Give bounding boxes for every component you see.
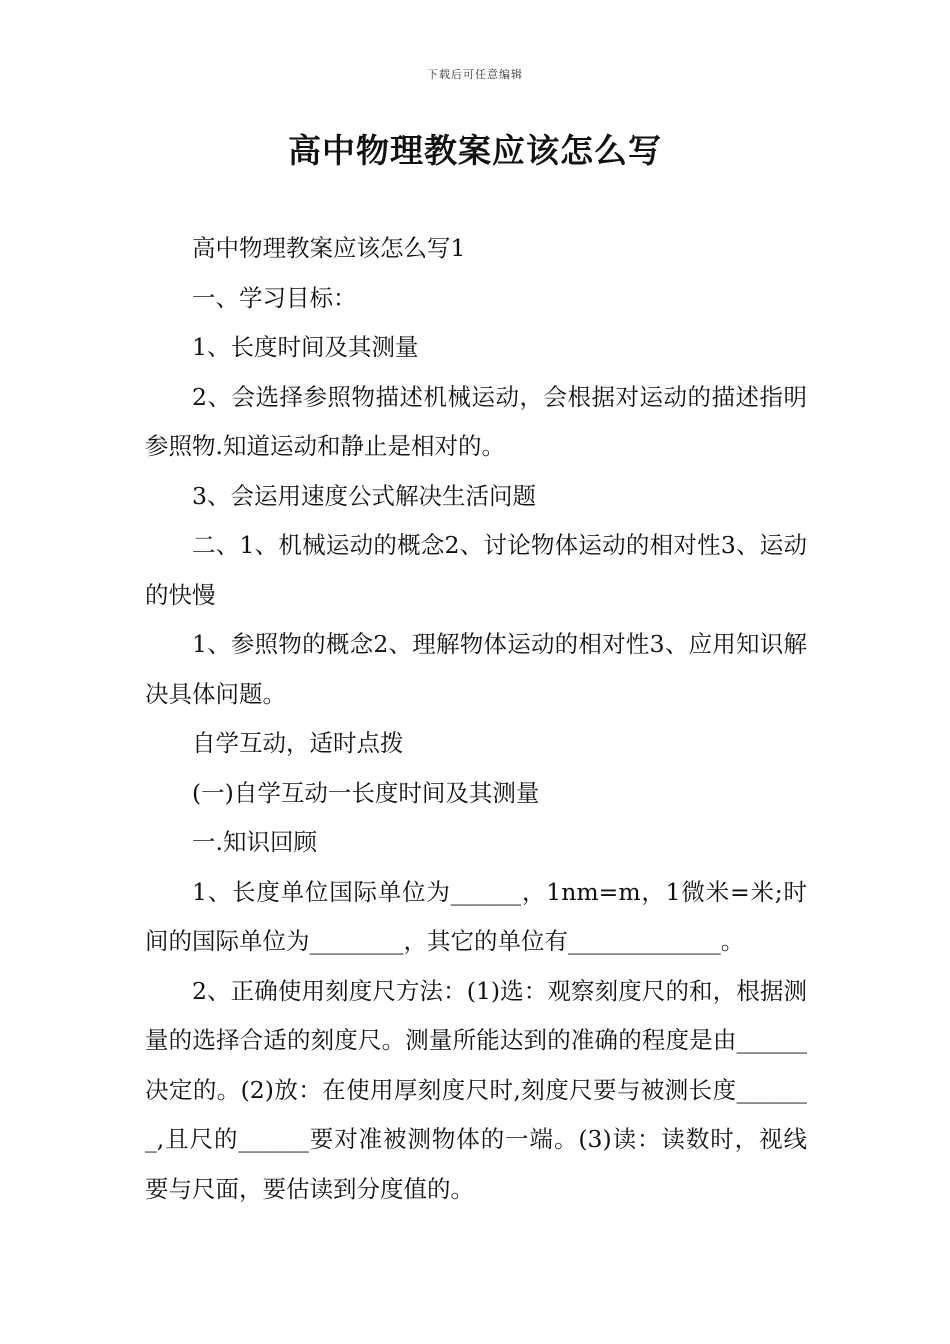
paragraph: 2、会选择参照物描述机械运动，会根据对运动的描述指明参照物.知道运动和静止是相对的。 [145,382,807,460]
paragraph-section-heading: 一、学习目标： [192,283,357,312]
header-note: 下载后可任意编辑 [427,68,523,81]
document-title: 高中物理教案应该怎么写 [288,131,662,170]
paragraph: 自学互动，适时点拨 [192,729,404,757]
paragraph: 3、会运用速度公式解决生活问题 [192,481,536,510]
paragraph: 1、长度单位国际单位为______，1nm=m，1微米=米;时间的国际单位为________，其它的单位有_____________。 [145,877,807,955]
document-body [145,224,807,1214]
paragraph: 2、正确使用刻度尺方法：(1)选：观察刻度尺的和，根据测量的选择合适的刻度尺。测量所能达到的准确的程度是由______决定的。(2)放：在使用厚刻度尺时,刻度尺要与被测长度_______,且尺的______要对准被测物体的一端。(3)读：读数时，视线要与尺面，要估读到分度值的。 [145,976,807,1203]
paragraph: 1、参照物的概念2、理解物体运动的相对性3、应用知识解决具体问题。 [145,630,807,708]
paragraph: 一.知识回顾 [192,828,317,856]
paragraph: (一)自学互动一长度时间及其测量 [192,778,540,807]
paragraph: 1、长度时间及其测量 [192,333,419,361]
paragraph-subtitle: 高中物理教案应该怎么写1 [192,234,466,262]
paragraph: 二、1、机械运动的概念2、讨论物体运动的相对性3、运动的快慢 [145,531,807,609]
